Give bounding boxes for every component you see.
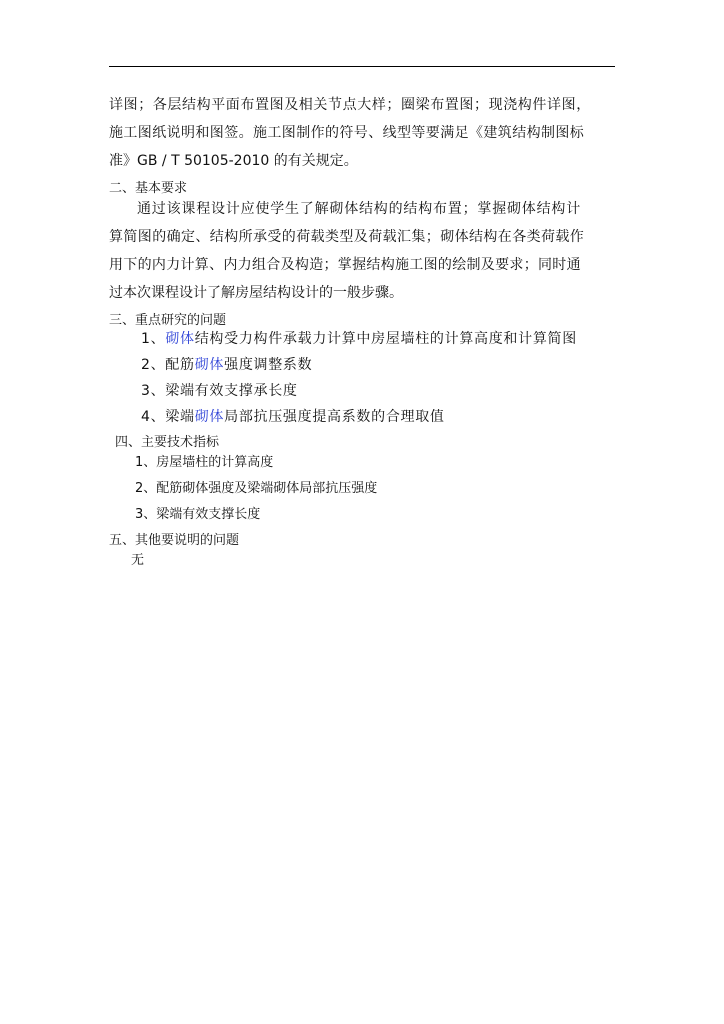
section3-item2 bbox=[141, 356, 312, 374]
section2-heading: 二、基本要求 bbox=[109, 181, 188, 196]
section3-item1 bbox=[141, 330, 577, 348]
item1-rest: 结构受力构件承载力计算中房屋墙柱的计算高度和计算简图 bbox=[194, 331, 577, 347]
section5-content: 无 bbox=[131, 553, 145, 568]
para1-line3: 准》GB / T 50105-2010 的有关规定。 bbox=[109, 153, 358, 169]
item1-highlight: 砌体 bbox=[165, 331, 195, 347]
item4-highlight: 砌体 bbox=[194, 409, 225, 425]
section4-item2: 2、配筋砌体强度及梁端砌体局部抗压强度 bbox=[135, 481, 378, 496]
section2-line3: 用下的内力计算、内力组合及构造；掌握结构施工图的绘制及要求；同时通 bbox=[109, 257, 581, 273]
section2-line1: 通过该课程设计应使学生了解砌体结构的结构布置；掌握砌体结构计 bbox=[137, 201, 581, 217]
section3-item4 bbox=[141, 408, 445, 426]
para1-line1: 详图；各层结构平面布置图及相关节点大样；圈梁布置图；现浇构件详图， bbox=[109, 97, 591, 113]
item2-prefix: 2、配筋 bbox=[141, 357, 195, 373]
section4-item1: 1、房屋墙柱的计算高度 bbox=[135, 455, 274, 470]
item4-rest: 局部抗压强度提高系数的合理取值 bbox=[224, 409, 445, 425]
section4-heading: 四、主要技术指标 bbox=[115, 435, 220, 450]
section4-item3: 3、梁端有效支撑长度 bbox=[135, 507, 261, 522]
para1-line2: 施工图纸说明和图签。施工图制作的符号、线型等要满足《建筑结构制图标 bbox=[109, 125, 585, 141]
section3-heading: 三、重点研究的问题 bbox=[109, 313, 227, 328]
section5-heading: 五、其他要说明的问题 bbox=[109, 533, 240, 548]
item2-rest: 强度调整系数 bbox=[224, 357, 313, 373]
section2-line2: 算简图的确定、结构所承受的荷载类型及荷载汇集；砌体结构在各类荷载作 bbox=[109, 229, 585, 245]
item2-highlight: 砌体 bbox=[194, 357, 225, 373]
item4-prefix: 4、梁端 bbox=[141, 409, 195, 425]
section2-line4: 过本次课程设计了解房屋结构设计的一般步骤。 bbox=[109, 285, 403, 301]
header-rule bbox=[109, 66, 615, 67]
section3-item3: 3、梁端有效支撑承长度 bbox=[141, 383, 298, 399]
item1-prefix: 1、 bbox=[141, 331, 166, 347]
